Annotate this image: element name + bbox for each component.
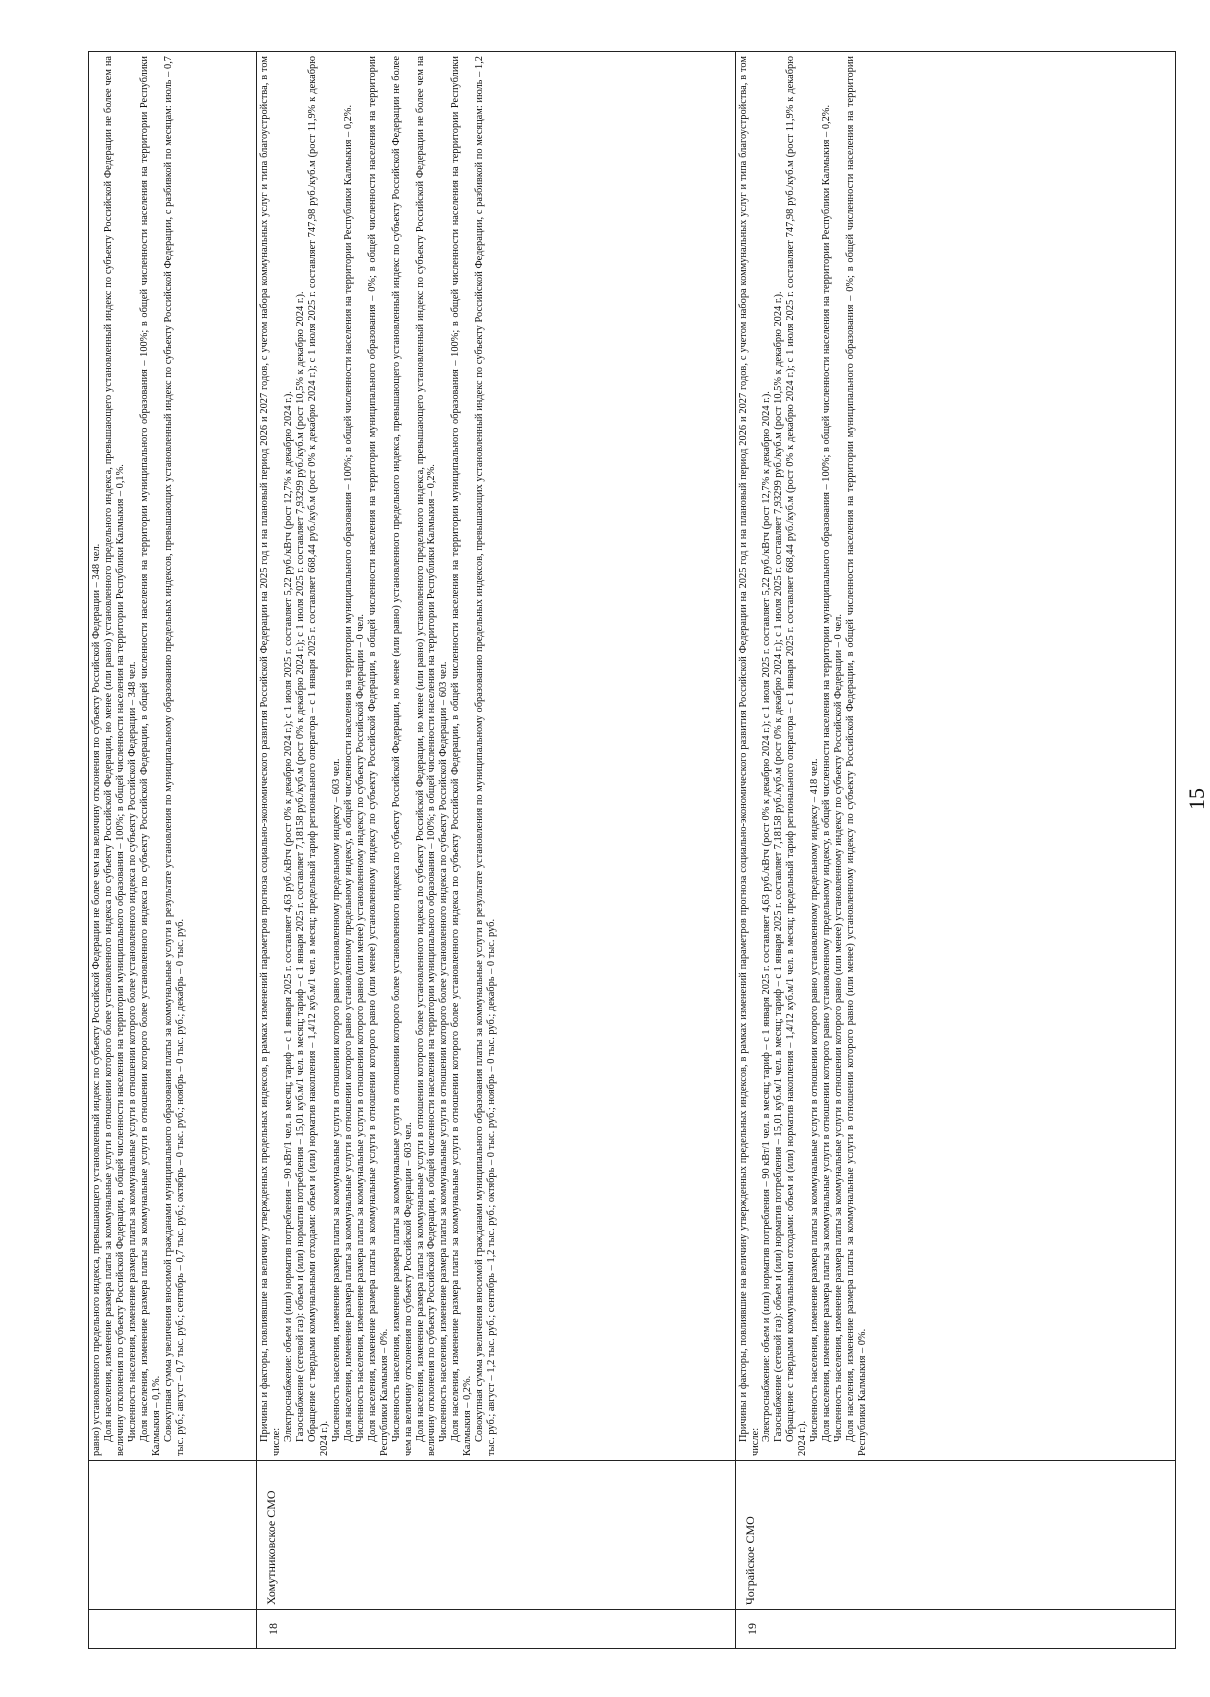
paragraph: Численность населения, изменение размера платы за коммунальные услуги в отношении которого равно установленному предельному индексу – 418 чел. xyxy=(809,758,821,1442)
paragraph: Доля населения, изменение размера платы за коммунальные услуги в отношении которого равно установленному предельному индексу, в общей численности населения на территории муниципального образования – 100%; в общей численности населения на территории Республики Калмыкия – 0,2%. xyxy=(821,104,833,1442)
municipal-index-table xyxy=(88,51,1176,1649)
paragraph: Обращение с твердыми коммунальными отходами: объем и (или) норматив накопления – 1,4/12 куб.м/1 чел. в месяц; предельный тариф регионального оператора – с 1 января 2025 г. составляет 668,44 руб./куб.м (рост 0% к декабрю 2024 г.); с 1 июля 2025 г. составляет 747,98 руб./куб.м (рост 11,9% к декабрю 2024 г.). xyxy=(785,56,809,1456)
paragraph: Обращение с твердыми коммунальными отходами: объем и (или) норматив накопления – 1,4/12 куб.м/1 чел. в месяц; предельный тариф регионального оператора – с 1 января 2025 г. составляет 668,44 руб./куб.м (рост 0% к декабрю 2024 г.); с 1 июля 2025 г. составляет 747,98 руб./куб.м (рост 11,9% к декабрю 2024 г.). xyxy=(306,56,330,1456)
paragraph: Доля населения, изменение размера платы за коммунальные услуги в отношении которого более установленного индекса по субъекту Российской Федерации, но менее (или равно) установленного предельного индекса, превышающего установленный индекс по субъекту Российской Федерации не более чем на величину отклонения по субъекту Российской Федерации, в общей численности населения на территории муниципального образования – 100%; в общей численности населения на территории Республики Калмыкия – 0,2%. xyxy=(414,56,438,1456)
paragraph: Численность населения, изменение размера платы за коммунальные услуги в отношении которого более установленного индекса по субъекту Российской Федерации – 603 чел. xyxy=(438,661,450,1442)
paragraph: Доля населения, изменение размера платы за коммунальные услуги в отношении которого более установленного индекса по субъекту Российской Федерации, в общей численности населения на территории муниципального образования – 100%; в общей численности населения на территории Республики Калмыкия – 0,1%. xyxy=(138,56,162,1456)
row-number: 18 xyxy=(257,1610,735,1649)
paragraph: Доля населения, изменение размера платы за коммунальные услуги в отношении которого равно установленному предельному индексу, в общей численности населения на территории муниципального образования – 100%; в общей численности населения на территории Республики Калмыкия – 0,2%. xyxy=(342,104,354,1442)
paragraph: Доля населения, изменение размера платы за коммунальные услуги в отношении которого более установленного индекса по субъекту Российской Федерации, но менее (или равно) установленного предельного индекса, превышающего установленный индекс по субъекту Российской Федерации не более чем на величину отклонения по субъекту Российской Федерации, в общей численности населения на территории муниципального образования – 100%; в общей численности населения на территории Республики Калмыкия – 0,1%. xyxy=(102,56,126,1456)
rotated-page-body xyxy=(88,51,1176,1649)
municipality-name: Хомутниковское СМО xyxy=(257,1461,735,1610)
paragraph: Газоснабжение (сетевой газ): объем и (или) норматив потребления – 15,01 куб.м/1 чел. в месяц; тариф – с 1 января 2025 г. составляет 7,18158 руб./куб.м (рост 0% к декабрю 2024 г.); с 1 июля 2025 г. составляет 7,93299 руб./куб.м (рост 10,5% к декабрю 2024 г.). xyxy=(295,291,306,1442)
paragraph: Численность населения, изменение размера платы за коммунальные услуги в отношении которого равно установленному предельному индексу – 603 чел. xyxy=(330,758,342,1442)
row-number: 19 xyxy=(735,1610,1175,1649)
page-number: 15 xyxy=(1184,788,1209,810)
municipality-name: Чограйское СМО xyxy=(735,1461,1175,1610)
paragraph: Численность населения, изменение размера платы за коммунальные услуги в отношении которого более установленного индекса по субъекту Российской Федерации – 348 чел. xyxy=(126,661,138,1442)
paragraph: Совокупная сумма увеличения вносимой гражданами муниципального образования платы за коммунальные услуги в результате установления по муниципальному образованию предельных индексов, превышающих установленный индекс по субъекту Российской Федерации, с разбивкой по месяцам: июль – 0,7 тыс. руб.; август – 0,7 тыс. руб.; сентябрь – 0,7 тыс. руб.; октябрь – 0 тыс. руб.; ноябрь – 0 тыс. руб.; декабрь – 0 тыс. руб. xyxy=(162,56,186,1456)
municipality-name xyxy=(89,1461,257,1610)
paragraph: Численность населения, изменение размера платы за коммунальные услуги в отношении которого более установленного индекса по субъекту Российской Федерации, но менее (или равно) установленного предельного индекса, превышающего установленный индекс по субъекту Российской Федерации не более чем на величину отклонения по субъекту Российской Федерации – 603 чел. xyxy=(390,56,414,1456)
table-row xyxy=(89,52,257,1649)
row-description xyxy=(735,52,1175,1461)
paragraph: Причины и факторы, повлиявшие на величину утвержденных предельных индексов, в рамках изменений параметров прогноза социально-экономического развития Российской Федерации на 2025 год и на плановый период 2026 и 2027 годов, с учетом набора коммунальных услуг и типа благоустройства, в том числе: xyxy=(259,56,283,1456)
paragraph: Электроснабжение: объем и (или) норматив потребления – 90 кВт/1 чел. в месяц; тариф – с 1 января 2025 г. составляет 4,63 руб./кВтч (рост 0% к декабрю 2024 г.); с 1 июля 2025 г. составляет 5,22 руб./кВтч (рост 12,7% к декабрю 2024 г.). xyxy=(761,391,773,1442)
paragraph: Численность населения, изменение размера платы за коммунальные услуги в отношении которого равно (или менее) установленному индексу по субъекту Российской Федерации – 0 чел. xyxy=(833,614,845,1442)
table-row xyxy=(257,52,735,1649)
paragraph: Численность населения, изменение размера платы за коммунальные услуги в отношении которого равно (или менее) установленному индексу по субъекту Российской Федерации – 0 чел. xyxy=(354,614,366,1442)
paragraph: Доля населения, изменение размера платы за коммунальные услуги в отношении которого более установленного индекса по субъекту Российской Федерации, в общей численности населения на территории муниципального образования – 100%; в общей численности населения на территории Республики Калмыкия – 0,2%. xyxy=(450,56,474,1456)
table-row xyxy=(735,52,1175,1649)
row-description xyxy=(89,52,257,1461)
paragraph: равно) установленного предельного индекса, превышающего установленный индекс по субъекту Российской Федерации не более чем на величину отклонения по субъекту Российской Федерации – 348 чел. xyxy=(91,543,102,1456)
paragraph: Причины и факторы, повлиявшие на величину утвержденных предельных индексов, в рамках изменений параметров прогноза социально-экономического развития Российской Федерации на 2025 год и на плановый период 2026 и 2027 годов, с учетом набора коммунальных услуг и типа благоустройства, в том числе: xyxy=(737,56,761,1456)
paragraph: Электроснабжение: объем и (или) норматив потребления – 90 кВт/1 чел. в месяц; тариф – с 1 января 2025 г. составляет 4,63 руб./кВтч (рост 0% к декабрю 2024 г.); с 1 июля 2025 г. составляет 5,22 руб./кВтч (рост 12,7% к декабрю 2024 г.). xyxy=(283,391,295,1442)
row-description xyxy=(257,52,735,1461)
paragraph: Доля населения, изменение размера платы за коммунальные услуги в отношении которого равно (или менее) установленному индексу по субъекту Российской Федерации, в общей численности населения на территории муниципального образования – 0%; в общей численности населения на территории Республики Калмыкия – 0%. xyxy=(366,56,390,1456)
paragraph: Совокупная сумма увеличения вносимой гражданами муниципального образования платы за коммунальные услуги в результате установления по муниципальному образованию предельных индексов, превышающих установленный индекс по субъекту Российской Федерации, с разбивкой по месяцам: июль – 1,2 тыс. руб.; август – 1,2 тыс. руб.; сентябрь – 1,2 тыс. руб.; октябрь – 0 тыс. руб.; ноябрь – 0 тыс. руб.; декабрь – 0 тыс. руб. xyxy=(474,56,498,1456)
paragraph: Газоснабжение (сетевой газ): объем и (или) норматив потребления – 15,01 куб.м/1 чел. в месяц; тариф – с 1 января 2025 г. составляет 7,18158 руб./куб.м (рост 0% к декабрю 2024 г.); с 1 июля 2025 г. составляет 7,93299 руб./куб.м (рост 10,5% к декабрю 2024 г.). xyxy=(773,291,785,1442)
paragraph: Доля населения, изменение размера платы за коммунальные услуги в отношении которого равно (или менее) установленному индексу по субъекту Российской Федерации, в общей численности населения на территории муниципального образования – 0%; в общей численности населения на территории Республики Калмыкия – 0%. xyxy=(845,56,869,1456)
row-number xyxy=(89,1610,257,1649)
